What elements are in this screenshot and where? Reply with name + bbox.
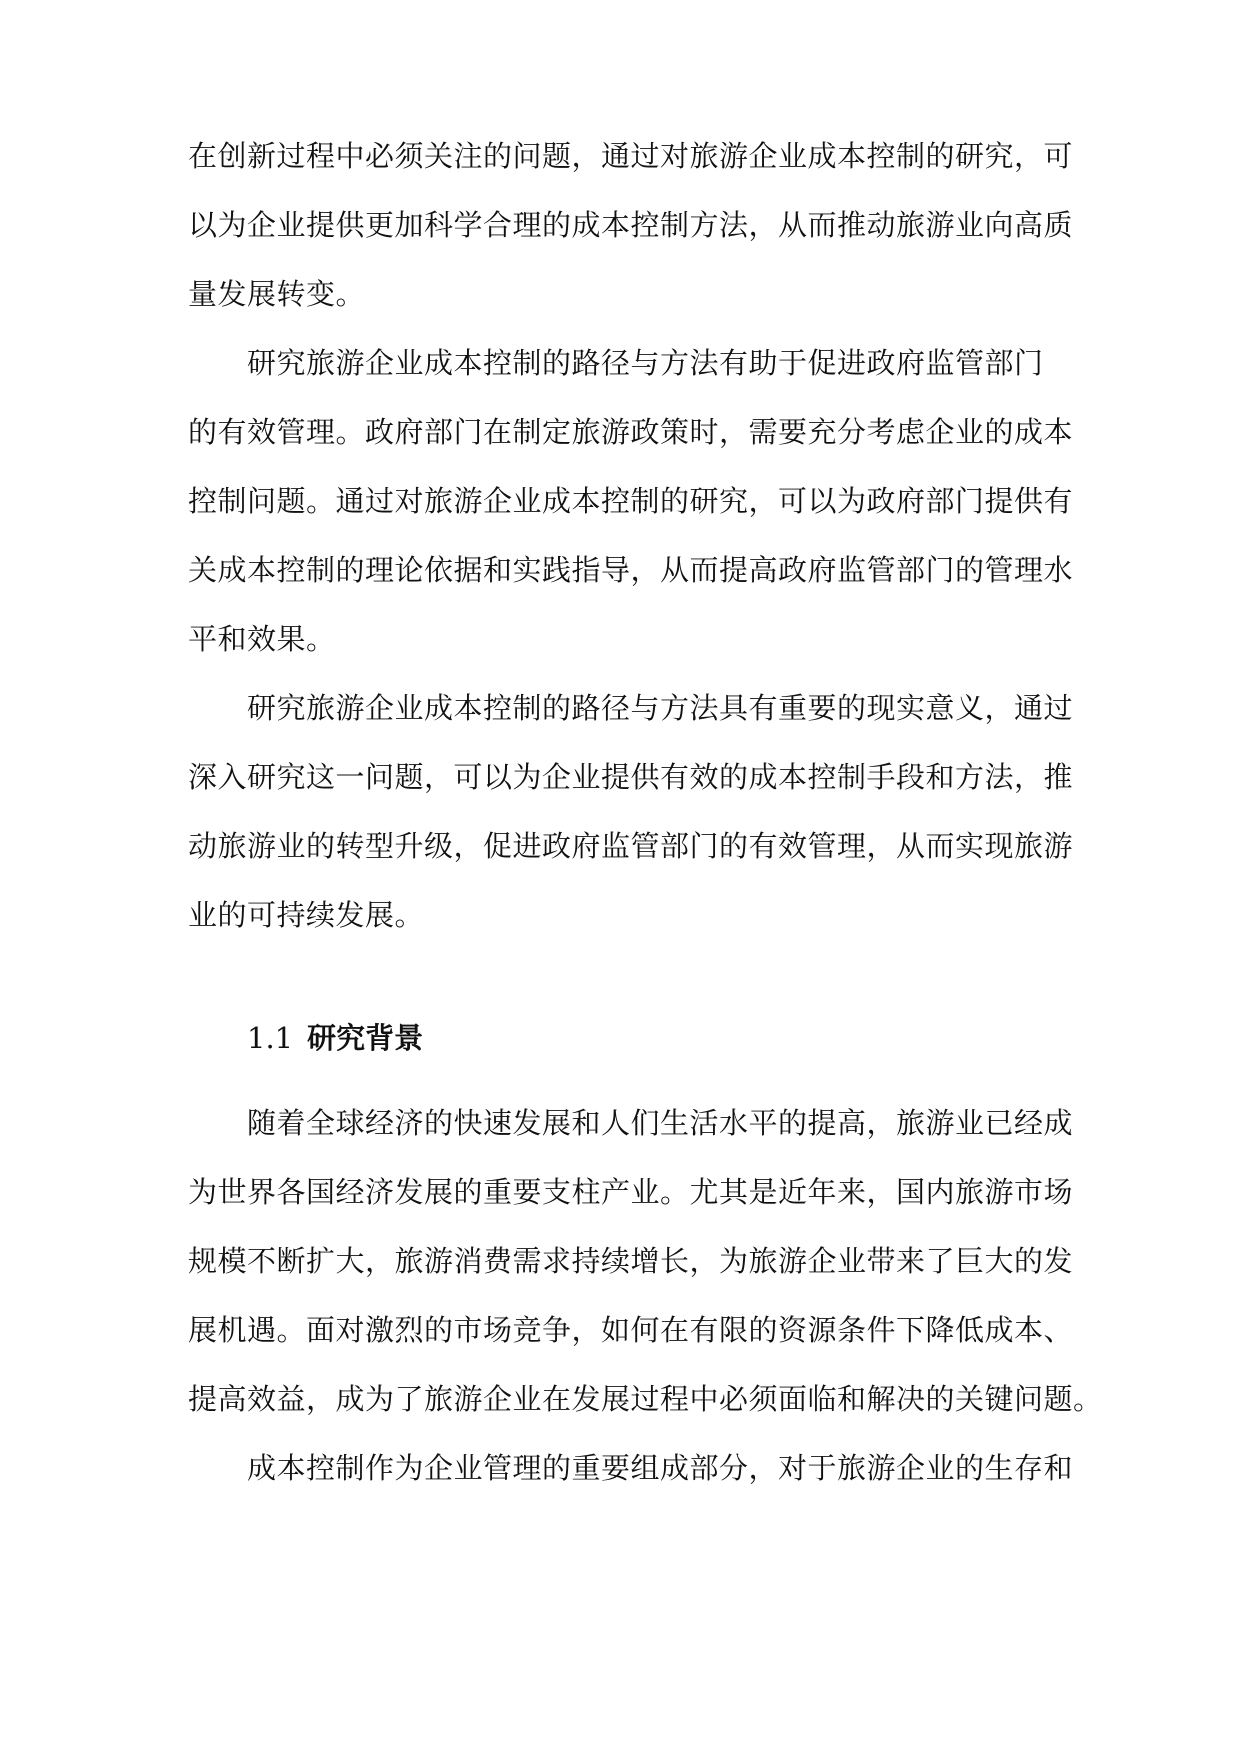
- section-heading: [247, 1018, 423, 1058]
- section-paragraph-1-line-3: 规模不断扩大，旅游消费需求持续增长，为旅游企业带来了巨大的发: [188, 1244, 1074, 1278]
- paragraph-1-line-1: 在创新过程中必须关注的问题，通过对旅游企业成本控制的研究，可: [188, 139, 1074, 173]
- paragraph-1-line-3: 量发展转变。: [188, 277, 366, 311]
- section-paragraph-1-line-2: 为世界各国经济发展的重要支柱产业。尤其是近年来，国内旅游市场: [188, 1175, 1074, 1209]
- paragraph-2-line-4: 关成本控制的理论依据和实践指导，从而提高政府监管部门的管理水: [188, 553, 1074, 587]
- paragraph-3-line-4: 业的可持续发展。: [188, 898, 425, 932]
- section-number: 1.1: [247, 1021, 294, 1055]
- paragraph-2-line-1: 研究旅游企业成本控制的路径与方法有助于促进政府监管部门: [247, 346, 1044, 380]
- section-paragraph-2-line-1: 成本控制作为企业管理的重要组成部分，对于旅游企业的生存和: [247, 1451, 1074, 1485]
- paragraph-2-line-5: 平和效果。: [188, 622, 336, 656]
- section-paragraph-1-line-1: 随着全球经济的快速发展和人们生活水平的提高，旅游业已经成: [247, 1106, 1074, 1140]
- paragraph-3-line-1: 研究旅游企业成本控制的路径与方法具有重要的现实意义，通过: [247, 691, 1074, 725]
- paragraph-2-line-3: 控制问题。通过对旅游企业成本控制的研究，可以为政府部门提供有: [188, 484, 1074, 518]
- paragraph-3-line-2: 深入研究这一问题，可以为企业提供有效的成本控制手段和方法，推: [188, 760, 1074, 794]
- section-paragraph-1-line-5: 提高效益，成为了旅游企业在发展过程中必须面临和解决的关键问题。: [188, 1382, 1103, 1416]
- paragraph-1-line-2: 以为企业提供更加科学合理的成本控制方法，从而推动旅游业向高质: [188, 208, 1074, 242]
- section-title: 研究背景: [307, 1021, 424, 1055]
- section-paragraph-1-line-4: 展机遇。面对激烈的市场竞争，如何在有限的资源条件下降低成本、: [188, 1313, 1074, 1347]
- paragraph-2-line-2: 的有效管理。政府部门在制定旅游政策时，需要充分考虑企业的成本: [188, 415, 1074, 449]
- paragraph-3-line-3: 动旅游业的转型升级，促进政府监管部门的有效管理，从而实现旅游: [188, 829, 1074, 863]
